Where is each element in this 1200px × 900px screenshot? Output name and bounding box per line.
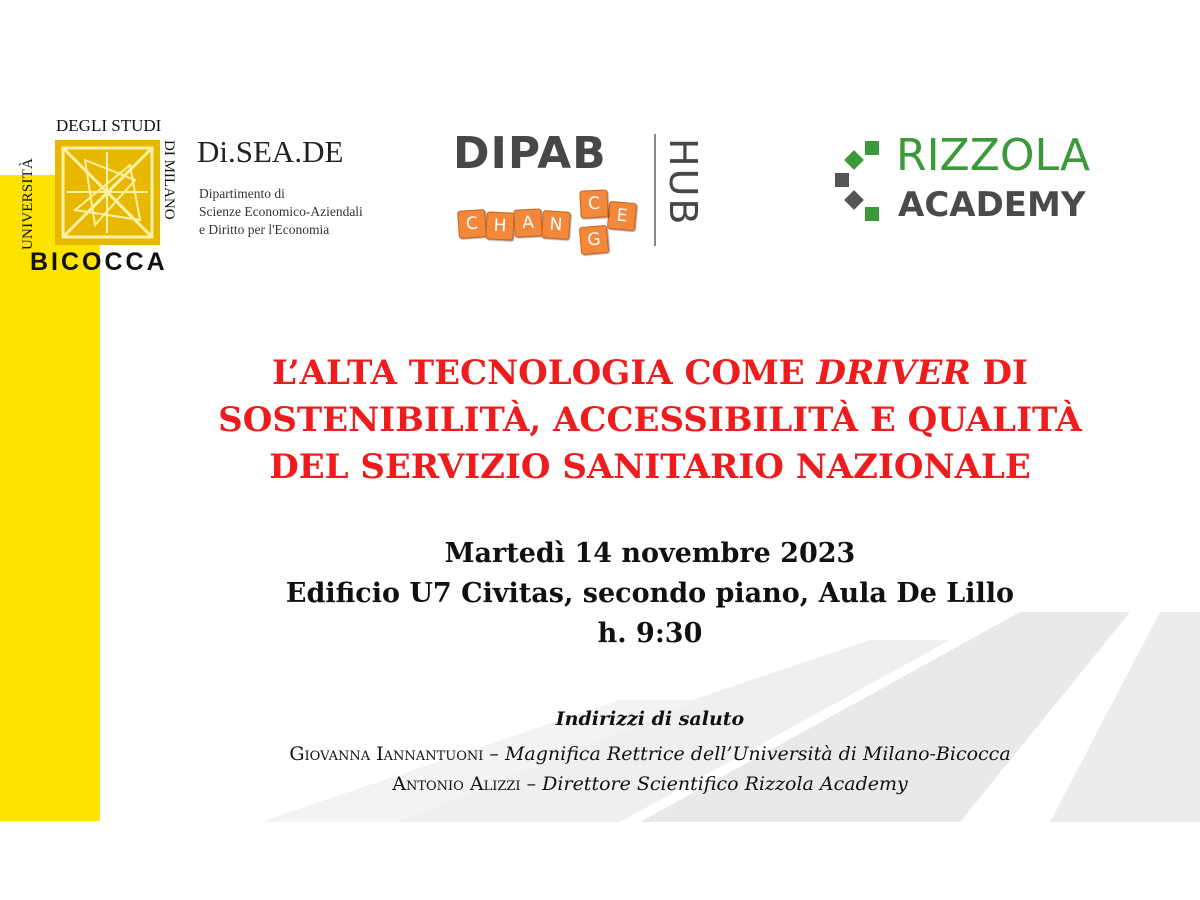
speaker-2-role: Direttore Scientifico Rizzola Academy: [542, 773, 908, 795]
diseade-subtitle: [199, 185, 439, 239]
title-line-2: SOSTENIBILITÀ, ACCESSIBILITÀ E QUALITÀ: [218, 400, 1082, 440]
speaker-1-role: Magnifica Rettrice dell’Università di Milano-Bicocca: [504, 743, 1011, 765]
title-line-1-pre: L’ALTA TECNOLOGIA COME: [272, 353, 817, 393]
diseade-line-3: e Diritto per l'Economia: [199, 222, 330, 237]
change-tile-e: E: [607, 201, 637, 231]
dipab-hub-text: HUB: [661, 138, 705, 227]
change-tile-a: A: [513, 208, 542, 237]
change-tile-c2: C: [579, 189, 608, 218]
rizzola-title: RIZZOLA: [896, 130, 1091, 181]
title-line-1-post: DI: [970, 353, 1028, 393]
change-tile-c: C: [457, 209, 487, 239]
speaker-line-2: Antonio Alizzi – Direttore Scientifico Rizzola Academy: [392, 773, 908, 795]
speaker-2-name: Antonio Alizzi: [392, 773, 521, 795]
speaker-line-1: Giovanna Iannantuoni – Magnifica Rettrice dell’Università di Milano-Bicocca: [289, 743, 1011, 765]
title-line-3: DEL SERVIZIO SANITARIO NAZIONALE: [269, 447, 1031, 487]
change-tile-n: N: [541, 210, 571, 240]
bicocca-right-text: DI MILANO: [161, 140, 177, 220]
event-details: [110, 534, 1190, 654]
speaker-1-name: Giovanna Iannantuoni: [289, 743, 484, 765]
change-tile-g: G: [579, 225, 609, 255]
change-tile-h: H: [485, 211, 514, 240]
bicocca-emblem-icon: [55, 140, 160, 245]
dipab-divider: [654, 134, 656, 246]
bicocca-bottom-text: BICOCCA: [30, 248, 168, 276]
event-venue: Edificio U7 Civitas, secondo piano, Aula De Lillo: [285, 578, 1015, 609]
bicocca-top-text: DEGLI STUDI: [56, 116, 162, 135]
title-line-1-emphasis: DRIVER: [816, 353, 971, 393]
event-time: h. 9:30: [597, 618, 703, 649]
title-line-1: [110, 350, 1190, 397]
bicocca-left-text: UNIVERSITÀ: [20, 158, 36, 250]
diseade-line-2: Scienze Economico-Aziendali: [199, 204, 363, 219]
dipab-title: DIPAB: [453, 128, 607, 179]
rizzola-subtitle: ACADEMY: [898, 185, 1086, 225]
greetings-heading: Indirizzi di saluto: [555, 708, 745, 730]
rizzola-logo-icon: [833, 139, 883, 224]
diseade-title: Di.SEA.DE: [197, 134, 344, 169]
event-date: Martedì 14 novembre 2023: [444, 538, 856, 569]
event-title: [110, 350, 1190, 491]
diseade-line-1: Dipartimento di: [199, 186, 285, 201]
